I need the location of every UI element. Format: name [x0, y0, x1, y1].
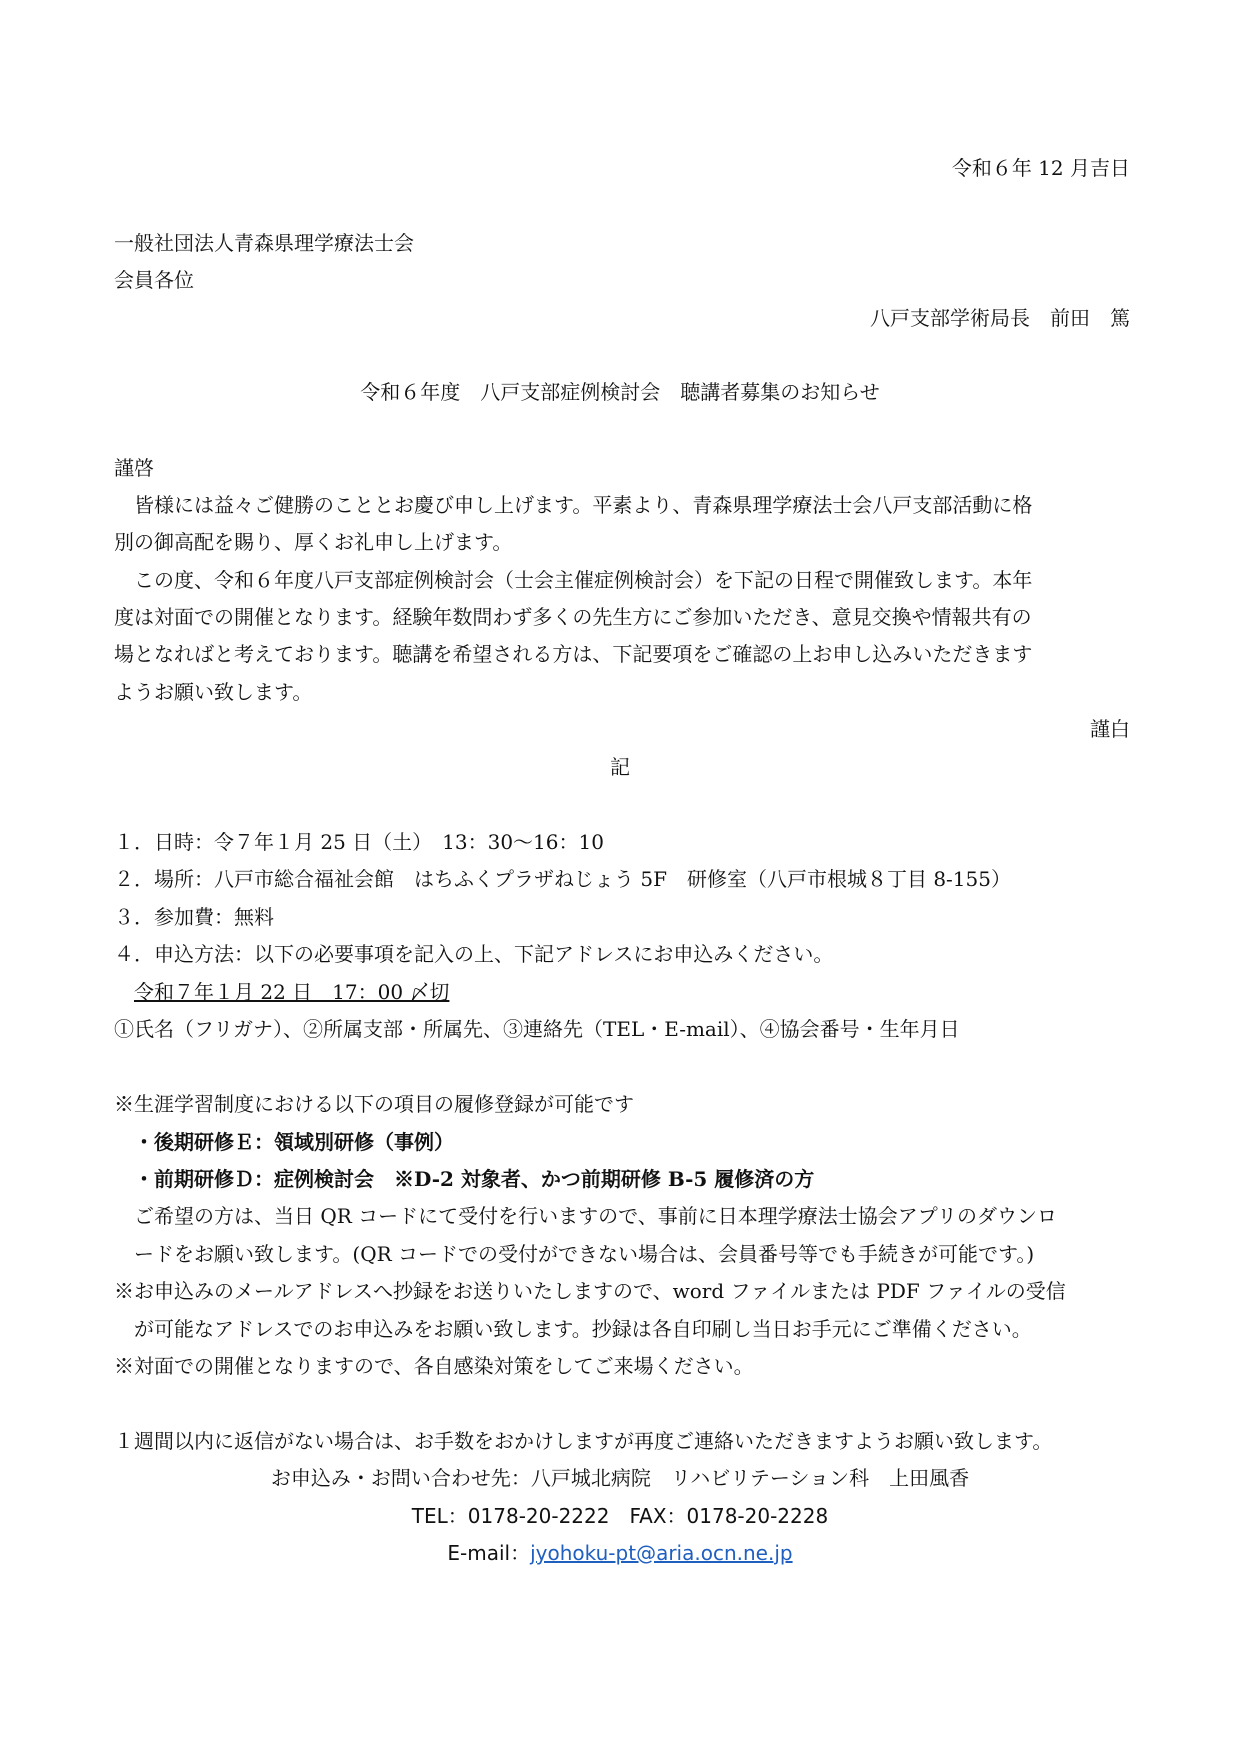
- lifelong-intro: ※生涯学習制度における以下の項目の履修登録が可能です: [114, 1092, 634, 1116]
- item-application: ４．申込方法：以下の必要事項を記入の上、下記アドレスにお申込みください。: [114, 942, 834, 966]
- item-datetime: １．日時：令７年１月 25 日（土） 13：30～16：10: [114, 830, 604, 854]
- body-line: 場となればと考えております。聴講を希望される方は、下記要項をご確認の上お申し込みいただきます: [114, 642, 1033, 666]
- item-venue: ２．場所：八戸市総合福祉会館 はちふくプラザねじょう 5F 研修室（八戸市根城８丁目 8-155）: [114, 867, 1011, 891]
- item-fee: ３．参加費：無料: [114, 905, 274, 929]
- recipient-organization: 一般社団法人青森県理学療法士会: [114, 231, 414, 255]
- sender: 八戸支部学術局長 前田 篤: [870, 306, 1130, 330]
- course-e: ・後期研修Ｅ：領域別研修（事例）: [134, 1130, 454, 1154]
- document-title: 令和６年度 八戸支部症例検討会 聴講者募集のお知らせ: [360, 380, 880, 404]
- mail-note-line: ※お申込みのメールアドレスへ抄録をお送りいたしますので、word ファイルまたは PDF ファイルの受信: [114, 1279, 1066, 1303]
- ki-heading: 記: [610, 755, 630, 779]
- body-line: 別の御高配を賜り、厚くお礼申し上げます。: [114, 530, 513, 554]
- contact-email-row: [0, 1539, 1240, 1567]
- mail-note-line: が可能なアドレスでのお申込みをお願い致します。抄録は各自印刷し当日お手元にご準備ください。: [134, 1317, 1032, 1341]
- body-line: 皆様には益々ご健勝のこととお慶び申し上げます。平素より、青森県理学療法士会八戸支部活動に格: [114, 493, 1033, 517]
- salutation: 謹啓: [114, 456, 154, 480]
- issue-date: 令和６年 12 月吉日: [951, 156, 1130, 180]
- deadline: 令和７年１月 22 日 17：00 〆切: [134, 980, 450, 1004]
- body-line: 度は対面での開催となります。経験年数問わず多くの先生方にご参加いただき、意見交換や情報共有の: [114, 605, 1032, 629]
- body-line: この度、令和６年度八戸支部症例検討会（士会主催症例検討会）を下記の日程で開催致します。本年: [114, 568, 1033, 592]
- contact-line: お申込み・お問い合わせ先：八戸城北病院 リハビリテーション科 上田風香: [270, 1466, 970, 1490]
- course-d: ・前期研修Ｄ：症例検討会 ※D-2 対象者、かつ前期研修 B-5 履修済の方: [134, 1167, 815, 1191]
- reply-note: １週間以内に返信がない場合は、お手数をおかけしますが再度ご連絡いただきますようお願い致します。: [114, 1429, 1053, 1453]
- body-line: ようお願い致します。: [114, 680, 313, 704]
- email-label: E-mail：: [447, 1541, 531, 1565]
- email-link[interactable]: jyohoku-pt@aria.ocn.ne.jp: [530, 1541, 793, 1565]
- closing: 謹白: [1090, 717, 1130, 741]
- recipient: 会員各位: [114, 268, 194, 292]
- contact-tel-fax: TEL：0178-20-2222 FAX：0178-20-2228: [411, 1504, 829, 1528]
- infection-note: ※対面での開催となりますので、各自感染対策をしてご来場ください。: [114, 1354, 754, 1378]
- required-fields: ①氏名（フリガナ）、②所属支部・所属先、③連絡先（TEL・E-mail）、④協会番号・生年月日: [114, 1017, 960, 1041]
- qr-note-line: ご希望の方は、当日 QR コードにて受付を行いますので、事前に日本理学療法士協会アプリのダウンロ: [134, 1204, 1057, 1228]
- qr-note-line: ードをお願い致します。(QR コードでの受付ができない場合は、会員番号等でも手続きが可能です。): [134, 1242, 1035, 1266]
